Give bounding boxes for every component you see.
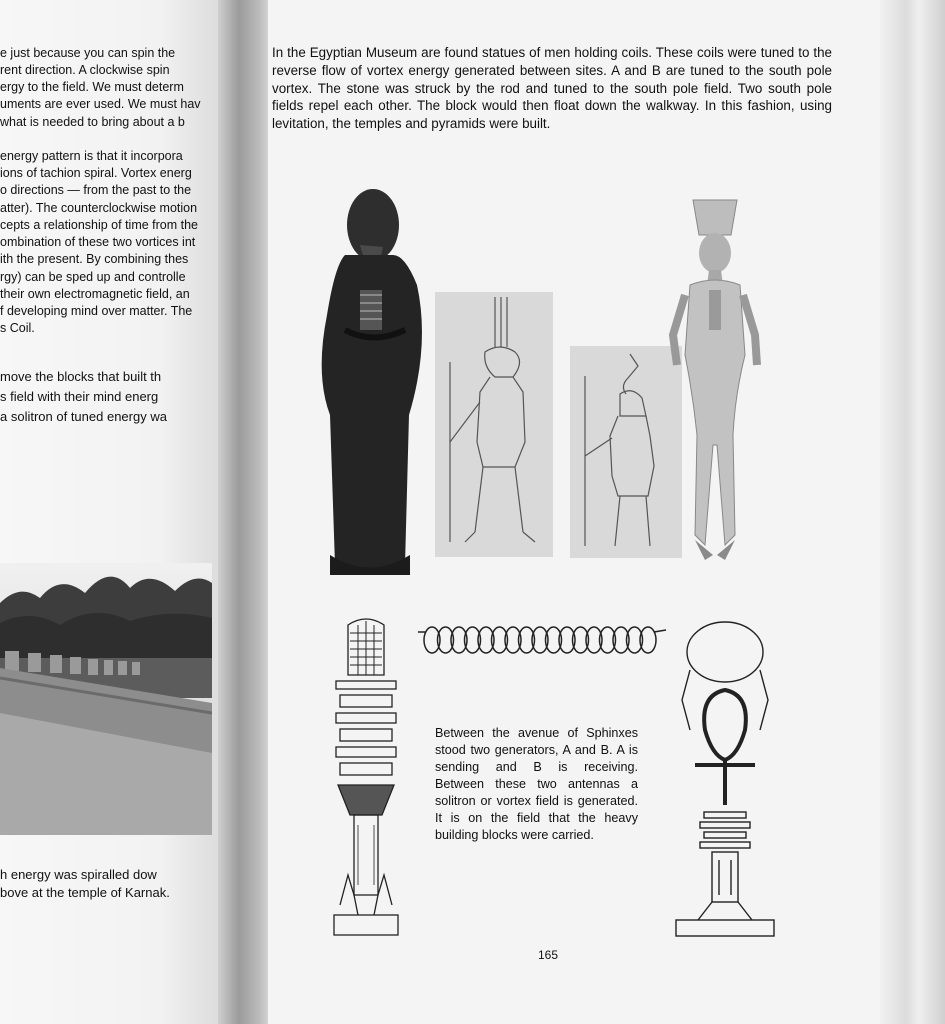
dark-statue-holding-coil-image (305, 185, 435, 575)
generator-a-antenna-drawing (328, 615, 404, 940)
page-edge (880, 0, 945, 1024)
left-line: what is needed to bring about a b (0, 115, 185, 129)
left-line: ith the present. By combining thes (0, 252, 189, 266)
left-line: o directions — from the past to the (0, 183, 192, 197)
left-line: cepts a relationship of time from the (0, 218, 199, 232)
left-line: s Coil. (0, 321, 35, 335)
intro-paragraph: In the Egyptian Museum are found statues of men holding coils. These coils were tuned to the reverse flow of vortex energy generated between sites. A and B are tuned to the south pole vortex. The stone was struck by the rod and tuned to the south pole field. Two south pole fields repel each other. The block would then float down the walkway. In this fashion, using levitation, the temples and pyramids were built. (272, 45, 832, 132)
vortex-coil-spiral-drawing (418, 618, 668, 663)
left-line: a solitron of tuned energy wa (0, 409, 167, 424)
left-line: their own electromagnetic field, an (0, 287, 190, 301)
left-photo-caption (0, 866, 228, 902)
generator-caption: Between the avenue of Sphinxes stood two generators, A and B. A is sending and B is receiving. Between these two antennas a solitron or vortex field is generated. It is on the field that the heavy building blocks were carried. (435, 726, 638, 842)
left-line: atter). The counterclockwise motion (0, 201, 198, 215)
left-caption-line: h energy was spiralled dow (0, 867, 157, 882)
left-line: move the blocks that built th (0, 369, 162, 384)
left-line: ergy to the field. We must determ (0, 80, 184, 94)
left-line: rgy) can be sped up and controlle (0, 270, 186, 284)
left-line: uments are ever used. We must hav (0, 97, 201, 111)
generator-b-ankh-antenna-drawing (670, 620, 780, 942)
left-line: energy pattern is that it incorpora (0, 149, 183, 163)
left-line: ombination of these two vortices int (0, 235, 196, 249)
standing-statue-with-crown-image (665, 195, 765, 565)
avenue-of-sphinxes-photo (0, 563, 212, 835)
left-caption-line: bove at the temple of Karnak. (0, 885, 170, 900)
left-line: s field with their mind energ (0, 389, 159, 404)
left-line: e just because you can spin the (0, 46, 176, 60)
left-line: ions of tachion spiral. Vortex energ (0, 166, 192, 180)
left-page (0, 0, 228, 1024)
coil-lead (654, 630, 666, 632)
sobek-figure-drawing (435, 292, 553, 557)
left-line: rent direction. A clockwise spin (0, 63, 170, 77)
left-line: f developing mind over matter. The (0, 304, 193, 318)
page-number: 165 (538, 948, 559, 962)
